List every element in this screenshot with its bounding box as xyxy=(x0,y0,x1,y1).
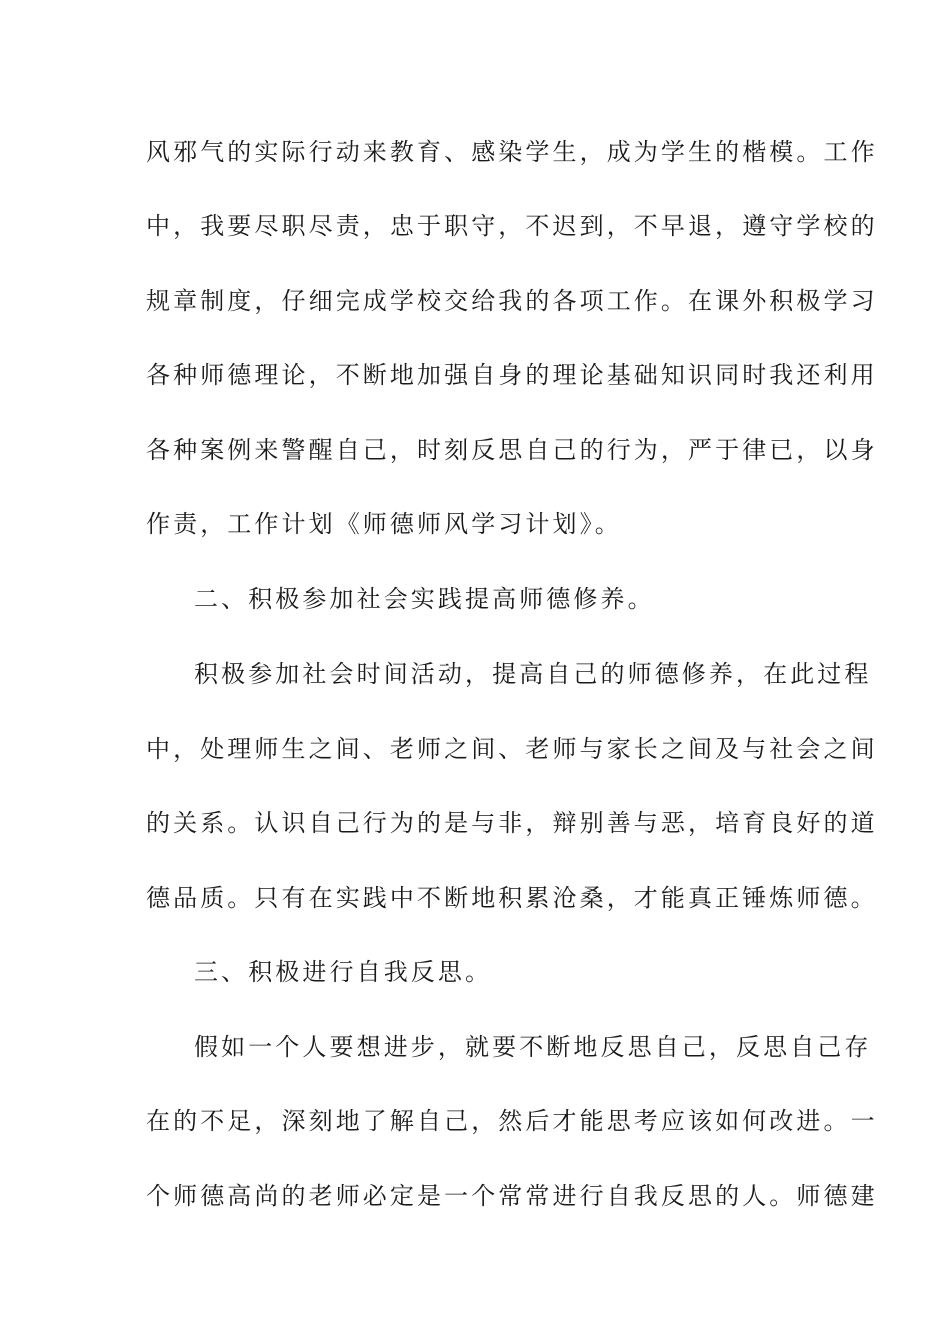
text-line: 德品质。只有在实践中不断地积累沧桑，才能真正锤炼师德。 xyxy=(146,884,878,912)
text-line: 各种案例来警醒自己，时刻反思自己的行为，严于律已，以身 xyxy=(146,436,878,464)
section-heading: 三、积极进行自我反思。 xyxy=(194,958,493,986)
text-line: 中，我要尽职尽责，忠于职守，不迟到，不早退，遵守学校的 xyxy=(146,212,878,240)
text-line: 个师德高尚的老师必定是一个常常进行自我反思的人。师德建 xyxy=(146,1182,878,1210)
text-line: 的关系。认识自己行为的是与非，辩别善与恶，培育良好的道 xyxy=(146,809,878,837)
text-line: 中，处理师生之间、老师之间、老师与家长之间及与社会之间 xyxy=(146,735,878,763)
text-line: 积极参加社会时间活动，提高自己的师德修养，在此过程 xyxy=(194,660,872,688)
text-line: 作责，工作计划《师德师风学习计划》。 xyxy=(146,510,622,538)
section-heading: 二、积极参加社会实践提高师德修养。 xyxy=(194,585,655,613)
text-line: 风邪气的实际行动来教育、感染学生，成为学生的楷模。工作 xyxy=(146,138,878,166)
text-line: 假如一个人要想进步，就要不断地反思自己，反思自己存 xyxy=(194,1033,872,1061)
text-line: 在的不足，深刻地了解自己，然后才能思考应该如何改进。一 xyxy=(146,1107,878,1135)
text-line: 规章制度，仔细完成学校交给我的各项工作。在课外积极学习 xyxy=(146,287,878,315)
text-line: 各种师德理论，不断地加强自身的理论基础知识同时我还利用 xyxy=(146,361,878,389)
